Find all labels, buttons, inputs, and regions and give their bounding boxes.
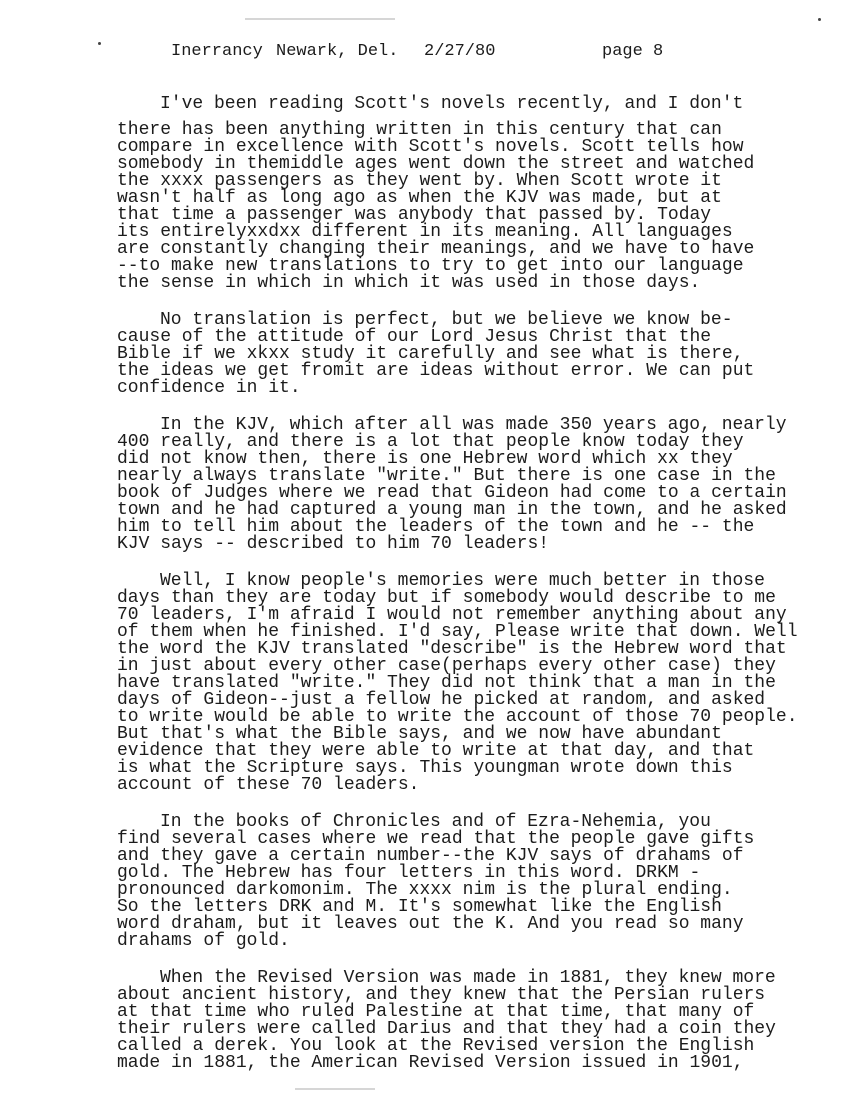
text-line: gold. The Hebrew has four letters in this word. DRKM - xyxy=(117,863,701,883)
paragraph xyxy=(117,96,798,113)
text-line: 70 leaders, I'm afraid I would not remember anything about any xyxy=(117,605,787,625)
text-line: at that time who ruled Palestine at that time, that many of xyxy=(117,1002,755,1022)
text-line: its entirelyxxdxx different in its meaning. All languages xyxy=(117,222,733,242)
text-line: Well, I know people's memories were much better in those xyxy=(160,571,765,591)
text-line: the ideas we get fromit are ideas without error. We can put xyxy=(117,361,755,381)
text-line: called a derek. You look at the Revised version the English xyxy=(117,1036,755,1056)
text-line: to write would be able to write the account of those 70 people. xyxy=(117,707,798,727)
text-line: are constantly changing their meanings, and we have to have xyxy=(117,239,755,259)
text-line: somebody in themiddle ages went down the street and watched xyxy=(117,154,755,174)
text-line: book of Judges where we read that Gideon had come to a certain xyxy=(117,483,787,503)
text-line: evidence that they were able to write at that day, and that xyxy=(117,741,755,761)
page-number: page 8 xyxy=(602,42,664,61)
text-line: I've been reading Scott's novels recently, and I don't xyxy=(160,94,744,114)
text-line: But that's what the Bible says, and we now have abundant xyxy=(117,724,722,744)
text-line: So the letters DRK and M. It's somewhat like the English xyxy=(117,897,722,917)
text-line: in just about every other case(perhaps every other case) they xyxy=(117,656,776,676)
text-line: compare in excellence with Scott's novels. Scott tells how xyxy=(117,137,744,157)
paragraph xyxy=(117,573,798,794)
text-line: the xxxx passengers as they went by. When Scott wrote it xyxy=(117,171,722,191)
paragraph xyxy=(117,814,798,950)
text-line: have translated "write." They did not think that a man in the xyxy=(117,673,776,693)
text-line: of them when he finished. I'd say, Please write that down. Well xyxy=(117,622,798,642)
paragraph xyxy=(117,970,798,1072)
text-line: No translation is perfect, but we believe we know be- xyxy=(160,310,733,330)
document-location: Newark, Del. xyxy=(276,42,399,61)
text-line: their rulers were called Darius and that they had a coin they xyxy=(117,1019,776,1039)
scan-speck xyxy=(818,18,821,21)
text-line: When the Revised Version was made in 1881, they knew more xyxy=(160,968,776,988)
text-line: Bible if we xkxx study it carefully and see what is there, xyxy=(117,344,744,364)
text-line: In the KJV, which after all was made 350 years ago, nearly xyxy=(160,415,787,435)
text-line: pronounced darkomonim. The xxxx nim is the plural ending. xyxy=(117,880,733,900)
text-line: did not know then, there is one Hebrew word which xx they xyxy=(117,449,733,469)
text-line: days than they are today but if somebody would describe to me xyxy=(117,588,776,608)
document-date: 2/27/80 xyxy=(424,42,496,61)
scan-smudge xyxy=(295,1088,375,1090)
paragraph xyxy=(117,417,798,553)
scan-smudge xyxy=(245,18,395,20)
text-line: town and he had captured a young man in the town, and he asked xyxy=(117,500,787,520)
text-line: made in 1881, the American Revised Version issued in 1901, xyxy=(117,1053,744,1073)
text-line: there has been anything written in this century that can xyxy=(117,120,722,140)
document-title: Inerrancy xyxy=(171,42,263,61)
text-line: nearly always translate "write." But there is one case in the xyxy=(117,466,776,486)
text-line: --to make new translations to try to get into our language xyxy=(117,256,744,276)
text-line: word draham, but it leaves out the K. And you read so many xyxy=(117,914,744,934)
text-line: account of these 70 leaders. xyxy=(117,775,420,795)
text-line: and they gave a certain number--the KJV says of drahams of xyxy=(117,846,744,866)
text-line: In the books of Chronicles and of Ezra-Nehemia, you xyxy=(160,812,711,832)
text-line: 400 really, and there is a lot that people know today they xyxy=(117,432,744,452)
paragraph xyxy=(117,312,798,397)
text-line: the sense in which in which it was used in those days. xyxy=(117,273,701,293)
page-header xyxy=(171,42,731,62)
document-body xyxy=(117,96,798,1072)
text-line: find several cases where we read that the people gave gifts xyxy=(117,829,755,849)
text-line: days of Gideon--just a fellow he picked at random, and asked xyxy=(117,690,766,710)
scan-speck xyxy=(98,42,101,45)
text-line: the word the KJV translated "describe" is the Hebrew word that xyxy=(117,639,787,659)
text-line: about ancient history, and they knew that the Persian rulers xyxy=(117,985,766,1005)
text-line: cause of the attitude of our Lord Jesus Christ that the xyxy=(117,327,712,347)
text-line: is what the Scripture says. This youngman wrote down this xyxy=(117,758,733,778)
text-line: confidence in it. xyxy=(117,378,301,398)
paragraph xyxy=(117,122,798,292)
text-line: drahams of gold. xyxy=(117,931,290,951)
text-line: that time a passenger was anybody that passed by. Today xyxy=(117,205,712,225)
text-line: KJV says -- described to him 70 leaders! xyxy=(117,534,550,554)
text-line: him to tell him about the leaders of the town and he -- the xyxy=(117,517,755,537)
text-line: wasn't half as long ago as when the KJV was made, but at xyxy=(117,188,722,208)
